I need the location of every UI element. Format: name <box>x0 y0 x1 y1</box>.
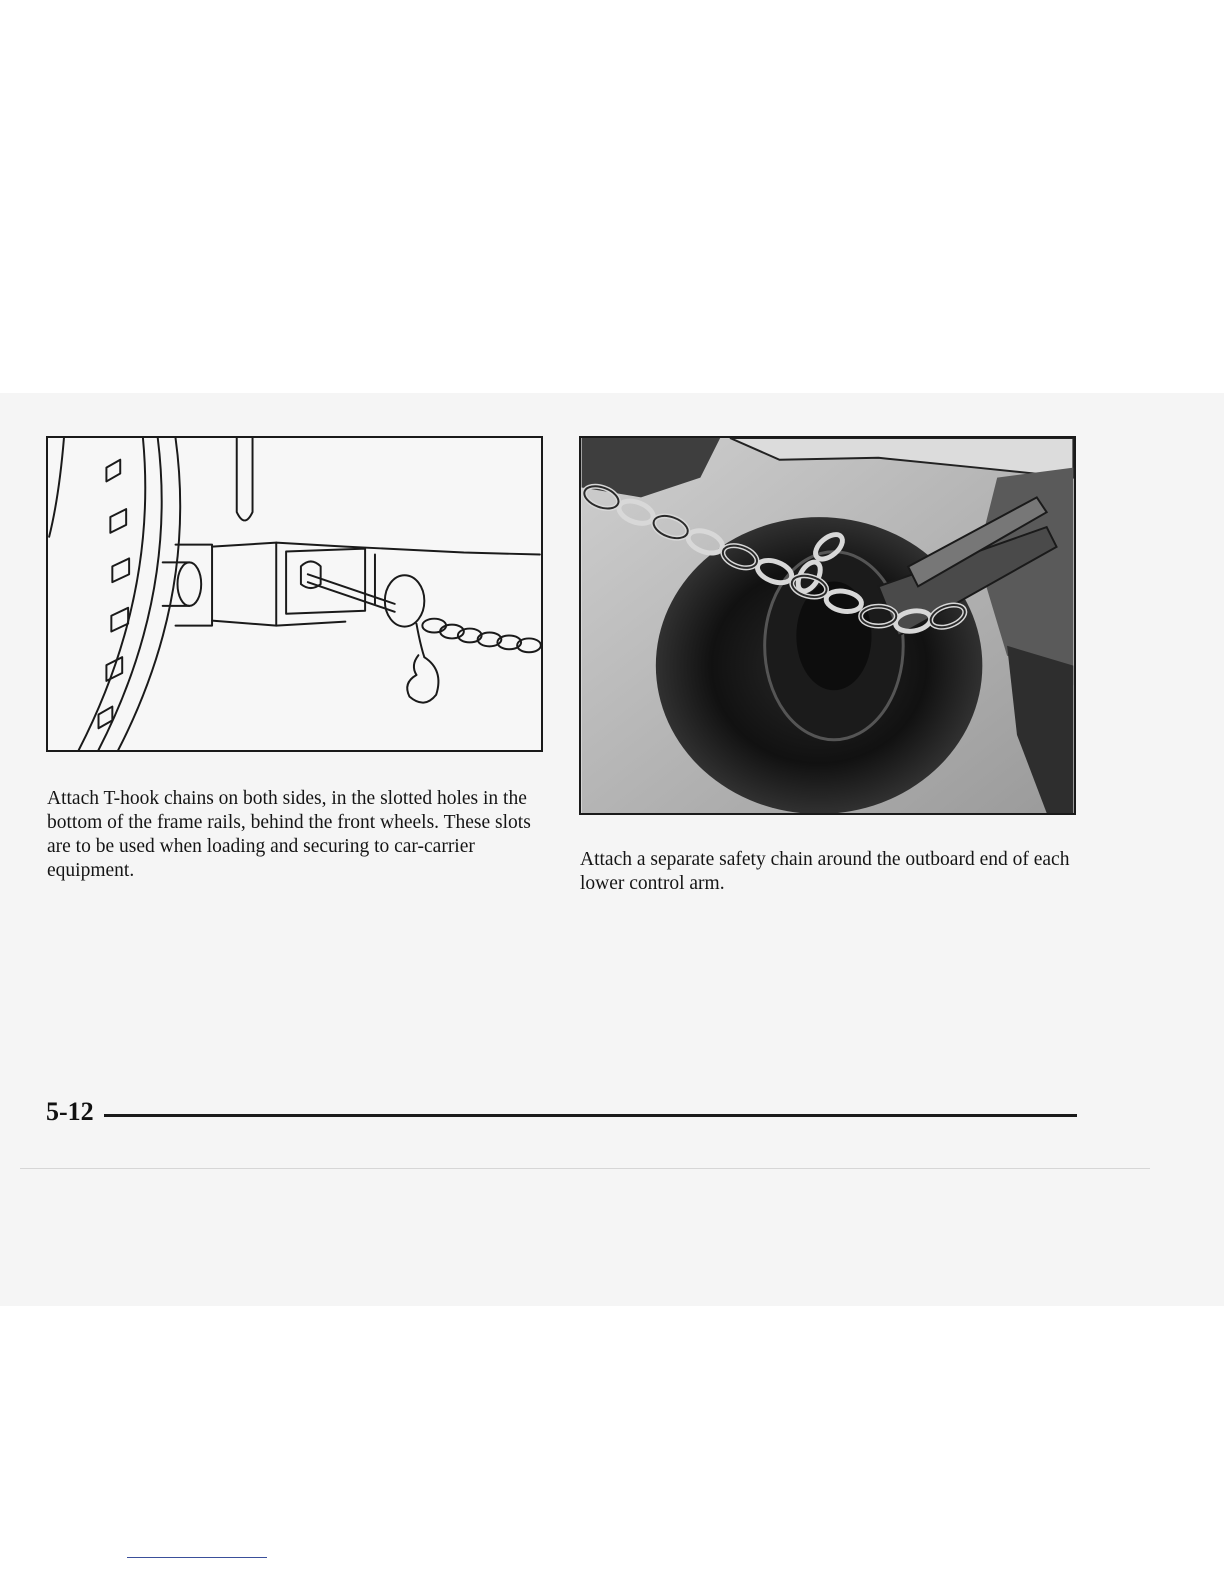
footer-rule <box>104 1114 1077 1117</box>
left-figure-caption: Attach T-hook chains on both sides, in the slotted holes in the bottom of the frame rails, behind the front wheels. These slots are to be used when loading and securing to car-carrier equipment. <box>47 788 531 881</box>
bottom-link-underline <box>127 1557 267 1558</box>
safety-chain-illustration <box>579 436 1076 815</box>
page-number: 5-12 <box>46 1097 94 1126</box>
t-hook-chain-illustration <box>46 436 543 752</box>
right-figure-caption: Attach a separate safety chain around the outboard end of each lower control arm. <box>580 849 1070 894</box>
t-hook-chain-drawing <box>48 438 541 750</box>
scan-edge-line <box>20 1168 1150 1169</box>
safety-chain-drawing <box>581 438 1074 813</box>
